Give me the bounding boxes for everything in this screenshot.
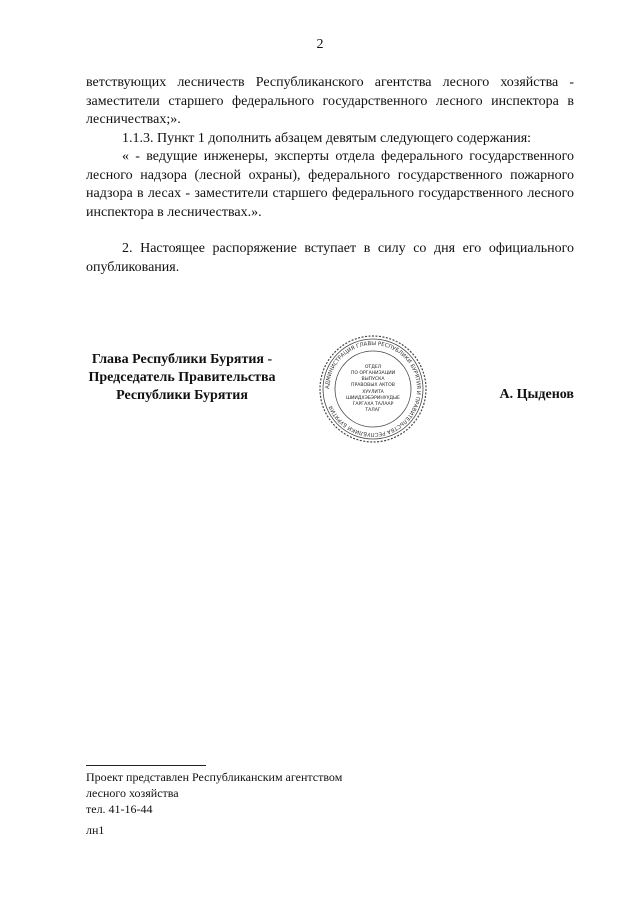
project-note-line: Проект представлен Республиканским агентством [86,770,343,784]
project-note [86,769,342,817]
stamp-line: ВЫПУСКА [361,377,385,382]
paragraph-item-2: 2. Настоящее распоряжение вступает в силу со дня его официального опубликования. [86,241,574,275]
document-marker: лн1 [86,823,105,837]
paragraph-quoted-addition: « - ведущие инженеры, эксперты отдела федерального государственного лесного надзора (лесной охраны), федерального государственного пожарного надзора в лесах - заместители старшего федерального государственного лесного инспектора в лесничествах.». [86,149,574,220]
stamp-line: ПО ОРГАНИЗАЦИИ [350,371,396,376]
paragraph-continuation: ветствующих лесничеств Республиканского агентства лесного хозяйства - заместители старшего федерального государственного лесного инспектора в лесничествах;». [86,75,574,127]
paragraph-item-1-1-3: 1.1.3. Пункт 1 дополнить абзацем девятым следующего содержания: [122,130,532,146]
stamp-line: ШИИДХЭБЭРИНУУДЫЕ [346,396,400,401]
document-body [86,74,574,277]
stamp-line: ТАЛАГ [365,408,381,413]
stamp-line: ПРАВОВЫХ АКТОВ [351,383,395,388]
footnote-divider [86,765,206,766]
project-note-line: лесного хозяйства [86,786,179,800]
signatory-name: А. Цыденов [499,387,574,402]
stamp-ring-text: АДМИНИСТРАЦИЯ ГЛАВЫ РЕСПУБЛИКИ БУРЯТИЯ И ПРАВИТЕЛЬСТВА РЕСПУБЛИКИ БУРЯТИЯ [324,340,422,438]
signatory-title-line: Республики Бурятия [116,388,248,403]
page-number: 2 [316,37,324,52]
signatory-title [76,351,288,405]
signatory-title-line: Глава Республики Бурятия - [91,352,273,367]
signatory-title-line: Председатель Правительства [88,370,276,385]
stamp-line: ХУУЛИТА [362,390,384,395]
stamp-line: ОТДЕЛ [364,365,382,370]
stamp-line: ГАРГАХА ТАЛААР [352,402,394,407]
contact-phone: тел. 41-16-44 [86,802,153,816]
official-seal-stamp [318,334,428,444]
paragraph-gap [86,222,574,240]
